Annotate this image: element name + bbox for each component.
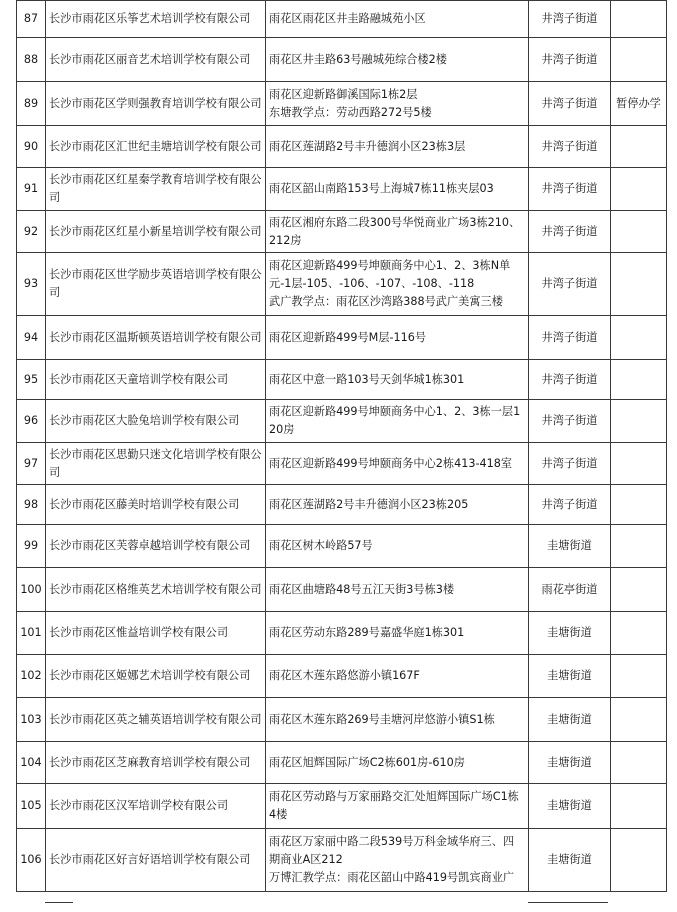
row-number: 89 xyxy=(17,82,46,126)
school-address: 雨花区劳动东路289号嘉盛华庭1栋301 xyxy=(266,612,529,655)
row-number: 98 xyxy=(17,485,46,525)
row-number: 100 xyxy=(17,568,46,612)
remark xyxy=(611,443,667,485)
school-name: 长沙市雨花区惟益培训学校有限公司 xyxy=(46,612,266,655)
school-name: 长沙市雨花区汇世纪圭塘培训学校有限公司 xyxy=(46,126,266,168)
school-address: 雨花区井圭路63号融城苑综合楼2楼 xyxy=(266,38,529,82)
school-address: 雨花区莲湖路2号丰升德润小区23栋205 xyxy=(266,485,529,525)
table-row xyxy=(17,829,667,892)
school-address: 雨花区韶山南路153号上海城7栋11栋夹层03 xyxy=(266,168,529,211)
table-row xyxy=(17,525,667,568)
school-name: 长沙市雨花区芝麻教育培训学校有限公司 xyxy=(46,742,266,784)
remark xyxy=(611,1,667,38)
street-office: 圭塘街道 xyxy=(529,655,611,698)
school-name: 长沙市雨花区学则强教育培训学校有限公司 xyxy=(46,82,266,126)
street-office: 井湾子街道 xyxy=(529,253,611,316)
remark xyxy=(611,612,667,655)
row-number: 99 xyxy=(17,525,46,568)
table-row xyxy=(17,443,667,485)
remark xyxy=(611,698,667,742)
street-office: 圭塘街道 xyxy=(529,742,611,784)
row-number: 97 xyxy=(17,443,46,485)
school-name: 长沙市雨花区英之辅英语培训学校有限公司 xyxy=(46,698,266,742)
remark xyxy=(611,168,667,211)
row-number: 87 xyxy=(17,1,46,38)
school-name: 长沙市雨花区格维英艺术培训学校有限公司 xyxy=(46,568,266,612)
school-address: 雨花区曲塘路48号五江天街3号栋3楼 xyxy=(266,568,529,612)
table-body xyxy=(17,1,667,892)
street-office: 圭塘街道 xyxy=(529,698,611,742)
school-name: 长沙市雨花区温斯顿英语培训学校有限公司 xyxy=(46,316,266,360)
school-name: 长沙市雨花区芙蓉卓越培训学校有限公司 xyxy=(46,525,266,568)
table-row xyxy=(17,1,667,38)
school-name: 长沙市雨花区藤美时培训学校有限公司 xyxy=(46,485,266,525)
street-office: 井湾子街道 xyxy=(529,485,611,525)
table-row xyxy=(17,360,667,400)
school-name: 长沙市雨花区世学励步英语培训学校有限公司 xyxy=(46,253,266,316)
row-number: 90 xyxy=(17,126,46,168)
school-address: 雨花区迎新路499号坤颐商务中心2栋413-418室 xyxy=(266,443,529,485)
school-name: 长沙市雨花区天童培训学校有限公司 xyxy=(46,360,266,400)
row-number: 105 xyxy=(17,784,46,829)
school-address: 雨花区木莲东路269号圭塘河岸悠游小镇S1栋 xyxy=(266,698,529,742)
school-address: 雨花区万家丽中路二段539号万科金域华府三、四期商业A区212 万博汇教学点：雨花区韶山中路419号凯宾商业广 xyxy=(266,829,529,892)
school-name: 长沙市雨花区姬娜艺术培训学校有限公司 xyxy=(46,655,266,698)
remark xyxy=(611,126,667,168)
table-row xyxy=(17,253,667,316)
remark xyxy=(611,211,667,253)
table-row xyxy=(17,38,667,82)
street-office: 井湾子街道 xyxy=(529,400,611,443)
row-number: 93 xyxy=(17,253,46,316)
school-name: 长沙市雨花区汉军培训学校有限公司 xyxy=(46,784,266,829)
remark xyxy=(611,655,667,698)
school-address: 雨花区莲湖路2号丰升德润小区23栋3层 xyxy=(266,126,529,168)
school-address: 雨花区雨花区井圭路融城苑小区 xyxy=(266,1,529,38)
remark xyxy=(611,784,667,829)
school-list-table xyxy=(16,0,667,892)
street-office: 井湾子街道 xyxy=(529,360,611,400)
school-name: 长沙市雨花区丽音艺术培训学校有限公司 xyxy=(46,38,266,82)
table-row xyxy=(17,82,667,126)
table-row xyxy=(17,400,667,443)
school-address: 雨花区迎新路499号坤颐商务中心1、2、3栋N单元-1层-105、-106、-107、-108、-118 武广教学点：雨花区沙湾路388号武广美寓三楼 xyxy=(266,253,529,316)
school-name: 长沙市雨花区大脸兔培训学校有限公司 xyxy=(46,400,266,443)
row-number: 103 xyxy=(17,698,46,742)
street-office: 井湾子街道 xyxy=(529,1,611,38)
remark: 暂停办学 xyxy=(611,82,667,126)
row-number: 101 xyxy=(17,612,46,655)
school-address: 雨花区劳动路与万家丽路交汇处旭辉国际广场C1栋4楼 xyxy=(266,784,529,829)
row-number: 96 xyxy=(17,400,46,443)
remark xyxy=(611,742,667,784)
school-address: 雨花区迎新路御溪国际1栋2层 东塘教学点：劳动西路272号5楼 xyxy=(266,82,529,126)
row-number: 95 xyxy=(17,360,46,400)
remark xyxy=(611,485,667,525)
table-row xyxy=(17,211,667,253)
street-office: 井湾子街道 xyxy=(529,126,611,168)
school-address: 雨花区树木岭路57号 xyxy=(266,525,529,568)
remark xyxy=(611,829,667,892)
street-office: 雨花亭街道 xyxy=(529,568,611,612)
table-row xyxy=(17,568,667,612)
table-row xyxy=(17,698,667,742)
remark xyxy=(611,400,667,443)
row-number: 91 xyxy=(17,168,46,211)
table-row xyxy=(17,485,667,525)
school-address: 雨花区迎新路499号坤颐商务中心1、2、3栋一层120房 xyxy=(266,400,529,443)
remark xyxy=(611,38,667,82)
school-list-table-wrapper xyxy=(16,0,666,892)
street-office: 井湾子街道 xyxy=(529,82,611,126)
school-address: 雨花区木莲东路悠游小镇167F xyxy=(266,655,529,698)
table-row xyxy=(17,742,667,784)
street-office: 井湾子街道 xyxy=(529,316,611,360)
street-office: 井湾子街道 xyxy=(529,38,611,82)
row-number: 106 xyxy=(17,829,46,892)
school-address: 雨花区迎新路499号M层-116号 xyxy=(266,316,529,360)
remark xyxy=(611,253,667,316)
table-row xyxy=(17,168,667,211)
school-name: 长沙市雨花区乐筝艺术培训学校有限公司 xyxy=(46,1,266,38)
street-office: 圭塘街道 xyxy=(529,612,611,655)
row-number: 92 xyxy=(17,211,46,253)
table-row xyxy=(17,612,667,655)
street-office: 圭塘街道 xyxy=(529,784,611,829)
table-row xyxy=(17,316,667,360)
row-number: 104 xyxy=(17,742,46,784)
street-office: 井湾子街道 xyxy=(529,211,611,253)
school-name: 长沙市雨花区红星小新星培训学校有限公司 xyxy=(46,211,266,253)
remark xyxy=(611,525,667,568)
school-address: 雨花区旭辉国际广场C2栋601房-610房 xyxy=(266,742,529,784)
street-office: 圭塘街道 xyxy=(529,829,611,892)
table-row xyxy=(17,126,667,168)
table-row xyxy=(17,784,667,829)
street-office: 圭塘街道 xyxy=(529,525,611,568)
school-name: 长沙市雨花区思勤只迷文化培训学校有限公司 xyxy=(46,443,266,485)
row-number: 94 xyxy=(17,316,46,360)
school-name: 长沙市雨花区好言好语培训学校有限公司 xyxy=(46,829,266,892)
school-name: 长沙市雨花区红星秦学教育培训学校有限公司 xyxy=(46,168,266,211)
row-number: 102 xyxy=(17,655,46,698)
table-row xyxy=(17,655,667,698)
school-address: 雨花区湘府东路二段300号华悦商业广场3栋210、212房 xyxy=(266,211,529,253)
remark xyxy=(611,568,667,612)
school-address: 雨花区中意一路103号天剑华城1栋301 xyxy=(266,360,529,400)
row-number: 88 xyxy=(17,38,46,82)
remark xyxy=(611,360,667,400)
street-office: 井湾子街道 xyxy=(529,443,611,485)
street-office: 井湾子街道 xyxy=(529,168,611,211)
remark xyxy=(611,316,667,360)
